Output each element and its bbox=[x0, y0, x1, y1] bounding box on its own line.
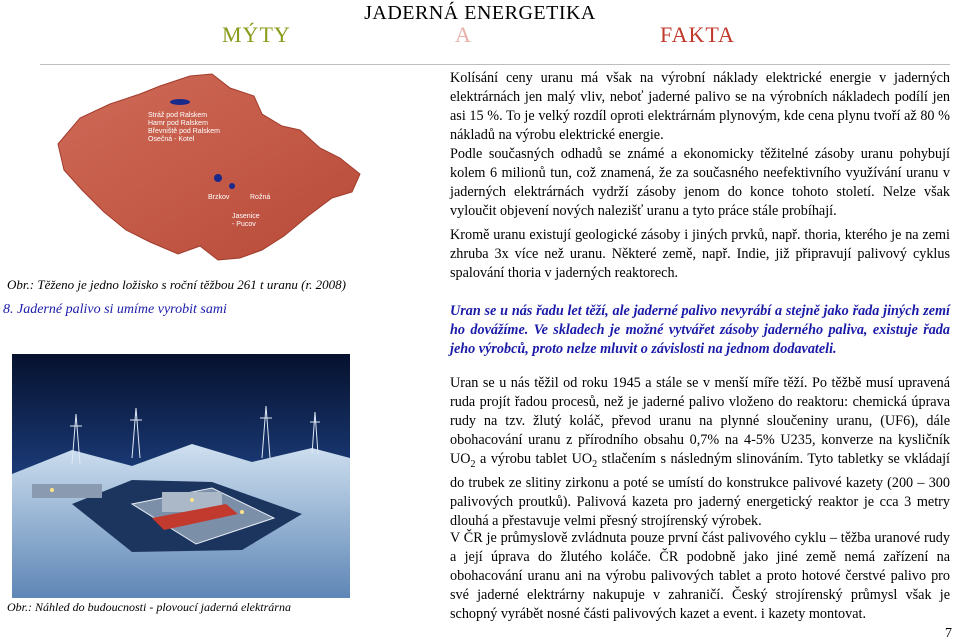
myths-heading: MÝTY bbox=[222, 22, 291, 47]
map-label-straz: Stráž pod Ralskem bbox=[148, 112, 208, 119]
map-label-brevniste: Břevniště pod Ralskem bbox=[148, 128, 220, 135]
page-title: JADERNÁ ENERGETIKA bbox=[364, 2, 596, 24]
header-divider bbox=[40, 64, 950, 65]
light-dot bbox=[50, 488, 54, 492]
paragraph-fuel-cycle-cr: V ČR je průmyslově zvládnuta pouze první část palivového cyklu – těžba uranové rudy a její úprava do žlutého koláče. ČR podobně jako jiné země nemá zařízení na obohacování uranu ani na výrobu palivových tablet a proto hotové čerstvé palivo pro své jaderné elektrárny nakupuje v zahraničí. Český strojírenský průmysl však je schopný vyrábět nosné části palivových kazet a event. i kazety montovat. bbox=[450, 530, 950, 622]
shore-building bbox=[32, 484, 102, 498]
page-number: 7 bbox=[945, 626, 952, 641]
paragraph-fuel-production bbox=[450, 374, 950, 531]
deposit-marker-rozna bbox=[229, 183, 235, 189]
deposit-marker-center bbox=[214, 174, 222, 182]
subscript: 2 bbox=[470, 458, 476, 470]
map-label-rozna: Rožná bbox=[250, 194, 271, 201]
deposit-marker-north bbox=[170, 99, 190, 105]
text-run: a výrobu tablet UO bbox=[475, 451, 593, 467]
conjunction-heading: A bbox=[455, 22, 471, 47]
paragraph-uranium-reserves: Podle současných odhadů se známé a ekonomicky těžitelné zásoby uranu pohybují kolem 6 milionů tun, což znamená, že za současného neefektivního využívání uranu v jaderných elektrárnách vydrží zásoby jenom do konce tohoto století. Nelze však vyloučit objevení nových nalezišť uranu a tyto práce stále probíhají. bbox=[450, 146, 950, 219]
subscript: 2 bbox=[592, 458, 598, 470]
map-label-brzkov: Brzkov bbox=[208, 194, 230, 201]
map-label-jasenice: Jasenice bbox=[232, 213, 260, 220]
paragraph-fuel-cost: Kolísání ceny uranu má však na výrobní náklady elektrické energie v jaderných elektrárnách jen malý vliv, neboť jaderné palivo se na výrobních nákladech podílí jen asi 15 %. To je velký rozdíl oproti elektrárnám plynovým, kde cena plynu tvoří až 80 % nákladů na výrobu elektrické energie. bbox=[450, 70, 950, 143]
floating-plant-image bbox=[12, 354, 350, 598]
map-label-pucov: - Pucov bbox=[232, 221, 256, 228]
plant-caption: Obr.: Náhled do budoucnosti - plovoucí jaderná elektrárna bbox=[7, 600, 291, 614]
light-dot bbox=[190, 498, 194, 502]
paragraph-thorium: Kromě uranu existují geologické zásoby i jiných prvků, např. thoria, kterého je na zemi zhruba 3x více než uranu. Některé země, např. Indie, již připravují palivový cyklus spalování thoria v jaderných reaktorech. bbox=[450, 227, 950, 281]
section-heading: 8. Jaderné palivo si umíme vyrobit sami bbox=[3, 302, 227, 317]
highlight-paragraph: Uran se u nás řadu let těží, ale jaderné palivo nevyrábí a stejně jako řada jiných zemí ho dovážíme. Ve skladech je možné vytvářet zásoby jaderného paliva, existuje řada jeho výrobců, proto nelze mluvit o závislosti na jednom dodavateli. bbox=[450, 303, 950, 357]
facts-heading: FAKTA bbox=[660, 22, 735, 47]
map-label-hamr: Hamr pod Ralskem bbox=[148, 120, 208, 127]
text-run: stlačením s následným slinováním. Tyto tabletky se vkládají do trubek ze slitiny zirkonu a poté se umístí do konstrukce palivové kazety (200 – 300 palivových proutků). Palivová kazeta pro jaderný energetický reaktor je cca 3 metry dlouhá a přestavuje velmi přesný strojírenský výrobek. bbox=[450, 451, 950, 529]
country-shape bbox=[58, 74, 360, 260]
light-dot bbox=[240, 510, 244, 514]
czech-map-image bbox=[40, 66, 370, 276]
map-label-osecna: Osečná - Kotel bbox=[148, 136, 195, 143]
text-run: Uran se u nás těžil od roku 1945 a stále se v menší míře těží. Po těžbě musí upravená ruda projít řadou procesů, než je jaderné palivo vloženo do reaktoru: chemická úprava rudy na tzv. žlutý koláč, převod uranu na plynné sloučeniny uranu, (UF6), dále obohacování uranu z přírodního obsahu 0,7% na 4-5% U235, konverze na kysličník UO bbox=[450, 375, 950, 467]
map-caption: Obr.: Těženo je jedno ložisko s roční těžbou 261 t uranu (r. 2008) bbox=[7, 277, 346, 292]
